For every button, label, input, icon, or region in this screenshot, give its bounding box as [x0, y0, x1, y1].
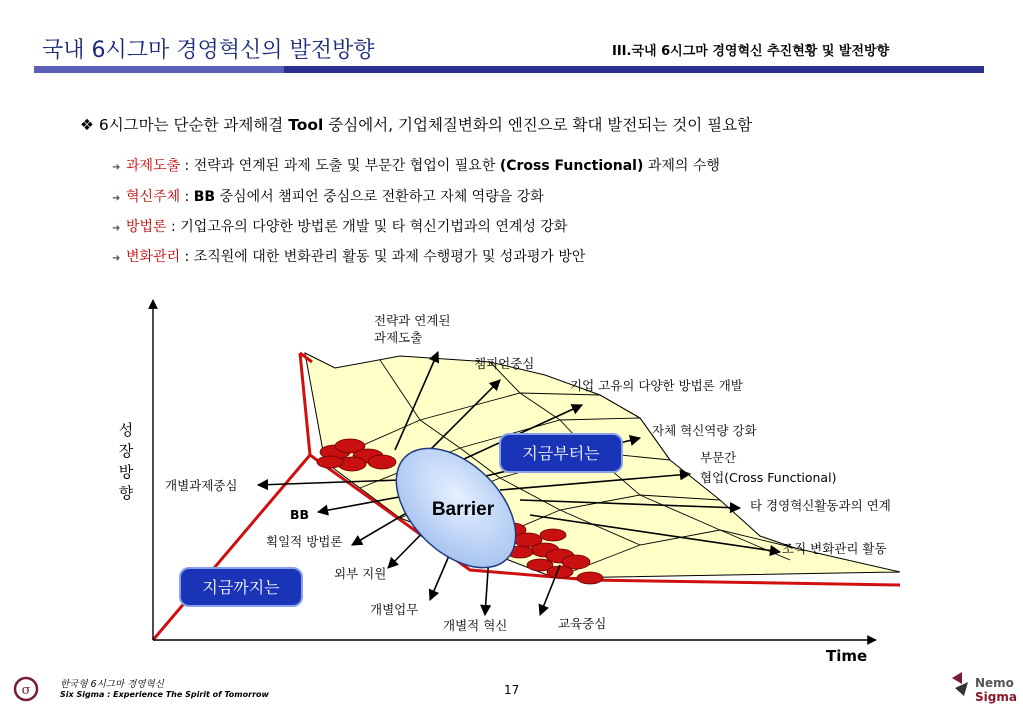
sub-point-keyword: 혁신주체	[126, 189, 181, 205]
sigma-logo-icon	[15, 678, 37, 700]
sub-point-text: : 전략과 연계된 과제 도출 및 부문간 협업이 필요한	[180, 158, 500, 174]
label-training: 교육중심	[558, 616, 607, 631]
barrier-label: Barrier	[431, 499, 495, 520]
footer-company-en: Six Sigma : Experience The Spirit of Tomorrow	[60, 690, 269, 699]
sub-point-text: : 기업고유의 다양한 방법론 개발 및 타 혁신기법과의 연계성 강화	[166, 219, 568, 235]
main-point-text-bold: Tool	[288, 116, 324, 134]
arrow-bullet-icon: ➜	[112, 253, 121, 264]
label-uniform-method: 획일적 방법론	[266, 534, 343, 549]
sub-point-keyword: 변화관리	[126, 249, 181, 265]
footer-company-ko: 한국형 6시그마 경영혁신	[60, 679, 164, 690]
label-capability: 자체 혁신역량 강화	[652, 423, 757, 438]
main-point-text-post: 중심에서, 기업체질변화의 엔진으로 확대 발전되는 것이 필요함	[323, 116, 753, 134]
label-change: 조직 변화관리 활동	[782, 541, 887, 556]
future-badge: 지금부터는	[522, 444, 600, 463]
x-axis-label: Time	[826, 647, 868, 665]
sub-point-text-tail: 중심에서 챔피언 중심으로 전환하고 자체 역량을 강화	[215, 189, 544, 205]
label-linkage: 타 경영혁신활동과의 연계	[750, 498, 891, 513]
label-methodology: 기업 고유의 다양한 방법론 개발	[570, 378, 743, 393]
sub-point-text-bold: BB	[193, 189, 216, 205]
label-strategy-2: 과제도출	[374, 330, 423, 345]
past-badge: 지금까지는	[202, 578, 280, 597]
diamond-bullet-icon: ❖	[80, 116, 94, 134]
y-axis-label: 성장방향	[118, 421, 134, 502]
main-point-text-pre: 6시그마는 단순한 과제해결	[98, 116, 289, 134]
brand-top: Nemo	[975, 676, 1014, 690]
label-cross-2: 협업(Cross Functional)	[700, 470, 837, 485]
arrow-bullet-icon: ➜	[112, 162, 121, 173]
label-individual-project: 개별과제중심	[165, 478, 238, 493]
label-champion: 챔피언중심	[474, 356, 535, 371]
sub-point-text: :	[180, 189, 194, 205]
sub-point-keyword: 방법론	[126, 219, 167, 235]
label-cross-1: 부문간	[700, 450, 737, 465]
sub-point-text-tail: 과제의 수행	[643, 158, 720, 174]
page-number: 17	[504, 683, 520, 697]
label-strategy-1: 전략과 연계된	[374, 313, 451, 328]
section-title: III.국내 6시그마 경영혁신 추진현황 및 발전방향	[612, 44, 890, 59]
label-individual-innovation: 개별적 혁신	[443, 618, 508, 633]
page-title: 국내 6시그마 경영혁신의 발전방향	[42, 38, 375, 63]
brand-bottom: Sigma	[975, 690, 1017, 704]
svg-text:σ: σ	[21, 683, 31, 698]
label-external-support: 외부 지원	[334, 566, 387, 581]
sub-point-text: : 조직원에 대한 변화관리 활동 및 과제 수행평가 및 성과평가 방안	[180, 249, 586, 265]
arrow-bullet-icon: ➜	[112, 193, 121, 204]
nemo-logo-icon	[952, 672, 968, 696]
label-individual-work: 개별업무	[370, 602, 419, 617]
arrow-bullet-icon: ➜	[112, 223, 121, 234]
sub-point-keyword: 과제도출	[126, 158, 181, 174]
sub-point-text-bold: (Cross Functional)	[499, 158, 644, 174]
label-bb: BB	[290, 507, 310, 522]
